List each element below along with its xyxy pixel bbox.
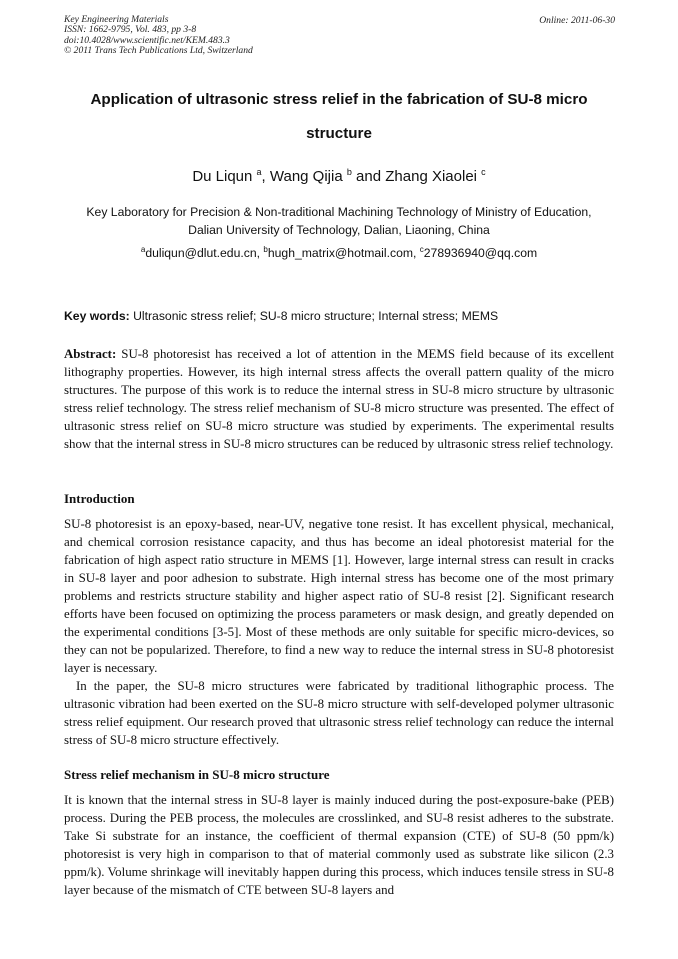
email-separator: , [256, 246, 264, 261]
email-separator: , [413, 246, 420, 261]
author-affil-mark: c [481, 167, 486, 177]
author-affil-mark: a [256, 167, 262, 177]
stress-mechanism-heading: Stress relief mechanism in SU-8 micro structure [64, 767, 330, 782]
issn-line: ISSN: 1662-9795, Vol. 483, pp 3-8 [64, 24, 197, 36]
abstract-text: SU-8 photoresist has received a lot of attention in the MEMS field because of its excellent lithography properties. However, its high internal stress affects the overall pattern quality of the micro structures. The purpose of this work is to reduce the internal stress in SU-8 micro structure by ultrasonic stress relief technology. The stress relief mechanism of SU-8 micro structure was presented. The effect of ultrasonic stress relief on SU-8 micro structure was studied by experiments. The experimental results show that the internal stress in SU-8 micro structures can be reduced by ultrasonic stress relief technology. [64, 347, 614, 451]
keywords-label: Key words: [64, 309, 130, 323]
email-mark: c [419, 245, 424, 254]
email-mark: a [140, 245, 146, 254]
doi-line: doi:10.4028/www.scientific.net/KEM.483.3 [64, 34, 230, 46]
journal-name: Key Engineering Materials [64, 14, 169, 25]
abstract [64, 345, 614, 453]
author-list [60, 167, 618, 185]
keywords-text: Ultrasonic stress relief; SU-8 micro structure; Internal stress; MEMS [129, 309, 499, 323]
affiliation-line-1: Key Laboratory for Precision & Non-traditional Machining Technology of Ministry of Education, [86, 205, 592, 219]
email-address[interactable]: 278936940@qq.com [423, 246, 538, 261]
author-name: Du Liqun [192, 168, 253, 185]
email-mark: b [263, 245, 268, 254]
author-name: Wang Qijia [269, 168, 343, 185]
copyright-line: © 2011 Trans Tech Publications Ltd, Switzerland [64, 45, 253, 57]
introduction-paragraph-1: SU-8 photoresist is an epoxy-based, near-UV, negative tone resist. It has excellent physical, mechanical, and chemical corrosion resistance capacity, and thus has become an ideal photoresist material for the fabrication of high aspect ratio structure in MEMS [1]. However, large internal stress can result in cracks in SU-8 layer and poor adhesion to substrate. High internal stress has become one of the most primary problems and restricts structure stability and higher aspect ratio of SU-8 resist [2]. Significant research efforts have been focused on optimizing the process parameters or mask design, and greatly depended on the experimental conditions [3-5]. Most of these methods are only suitable for specific micro-devices, so they can not be popularized. Therefore, to find a new way to reduce the internal stress in SU-8 photoresist layer is necessary. [64, 517, 614, 675]
affiliation-line-2: Dalian University of Technology, Dalian, Liaoning, China [188, 223, 490, 237]
author-affil-mark: b [346, 167, 352, 177]
paper-title-line-2: structure [306, 125, 372, 142]
author-separator: , [261, 168, 270, 185]
introduction-paragraph-2: In the paper, the SU-8 micro structures were fabricated by traditional lithographic process. The ultrasonic vibration had been exerted on the SU-8 micro structure with self-developed polymer ultrasonic stress relief equipment. Our research proved that ultrasonic stress relief technology can reduce the internal stress of SU-8 micro structure effectively. [64, 679, 614, 747]
abstract-label: Abstract: [64, 347, 117, 361]
stress-mechanism-paragraph-1: It is known that the internal stress in SU-8 layer is mainly induced during the post-exposure-bake (PEB) process. During the PEB process, the molecules are crosslinked, and SU-8 resist adheres to the substrate. Take Si substrate for an instance, the coefficient of thermal expansion (CTE) of SU-8 (50 ppm/k) photoresist is very high in comparison to that of material commonly used as substrate like silicon (2.3 ppm/k). Volume shrinkage will inevitably happen during this process, which induces tensile stress in SU-8 layer because of the mismatch of CTE between SU-8 layers and [64, 793, 614, 897]
online-date: Online: 2011-06-30 [539, 15, 615, 26]
email-list [60, 245, 618, 260]
paper-title-line-1: Application of ultrasonic stress relief in the fabrication of SU-8 micro [90, 91, 588, 108]
author-name: Zhang Xiaolei [385, 168, 477, 185]
introduction-heading: Introduction [64, 491, 135, 506]
author-separator: and [351, 168, 386, 185]
email-address[interactable]: duliqun@dlut.edu.cn [145, 246, 257, 261]
email-address[interactable]: hugh_matrix@hotmail.com [267, 246, 413, 261]
journal-header [64, 15, 253, 57]
keywords [64, 309, 616, 323]
